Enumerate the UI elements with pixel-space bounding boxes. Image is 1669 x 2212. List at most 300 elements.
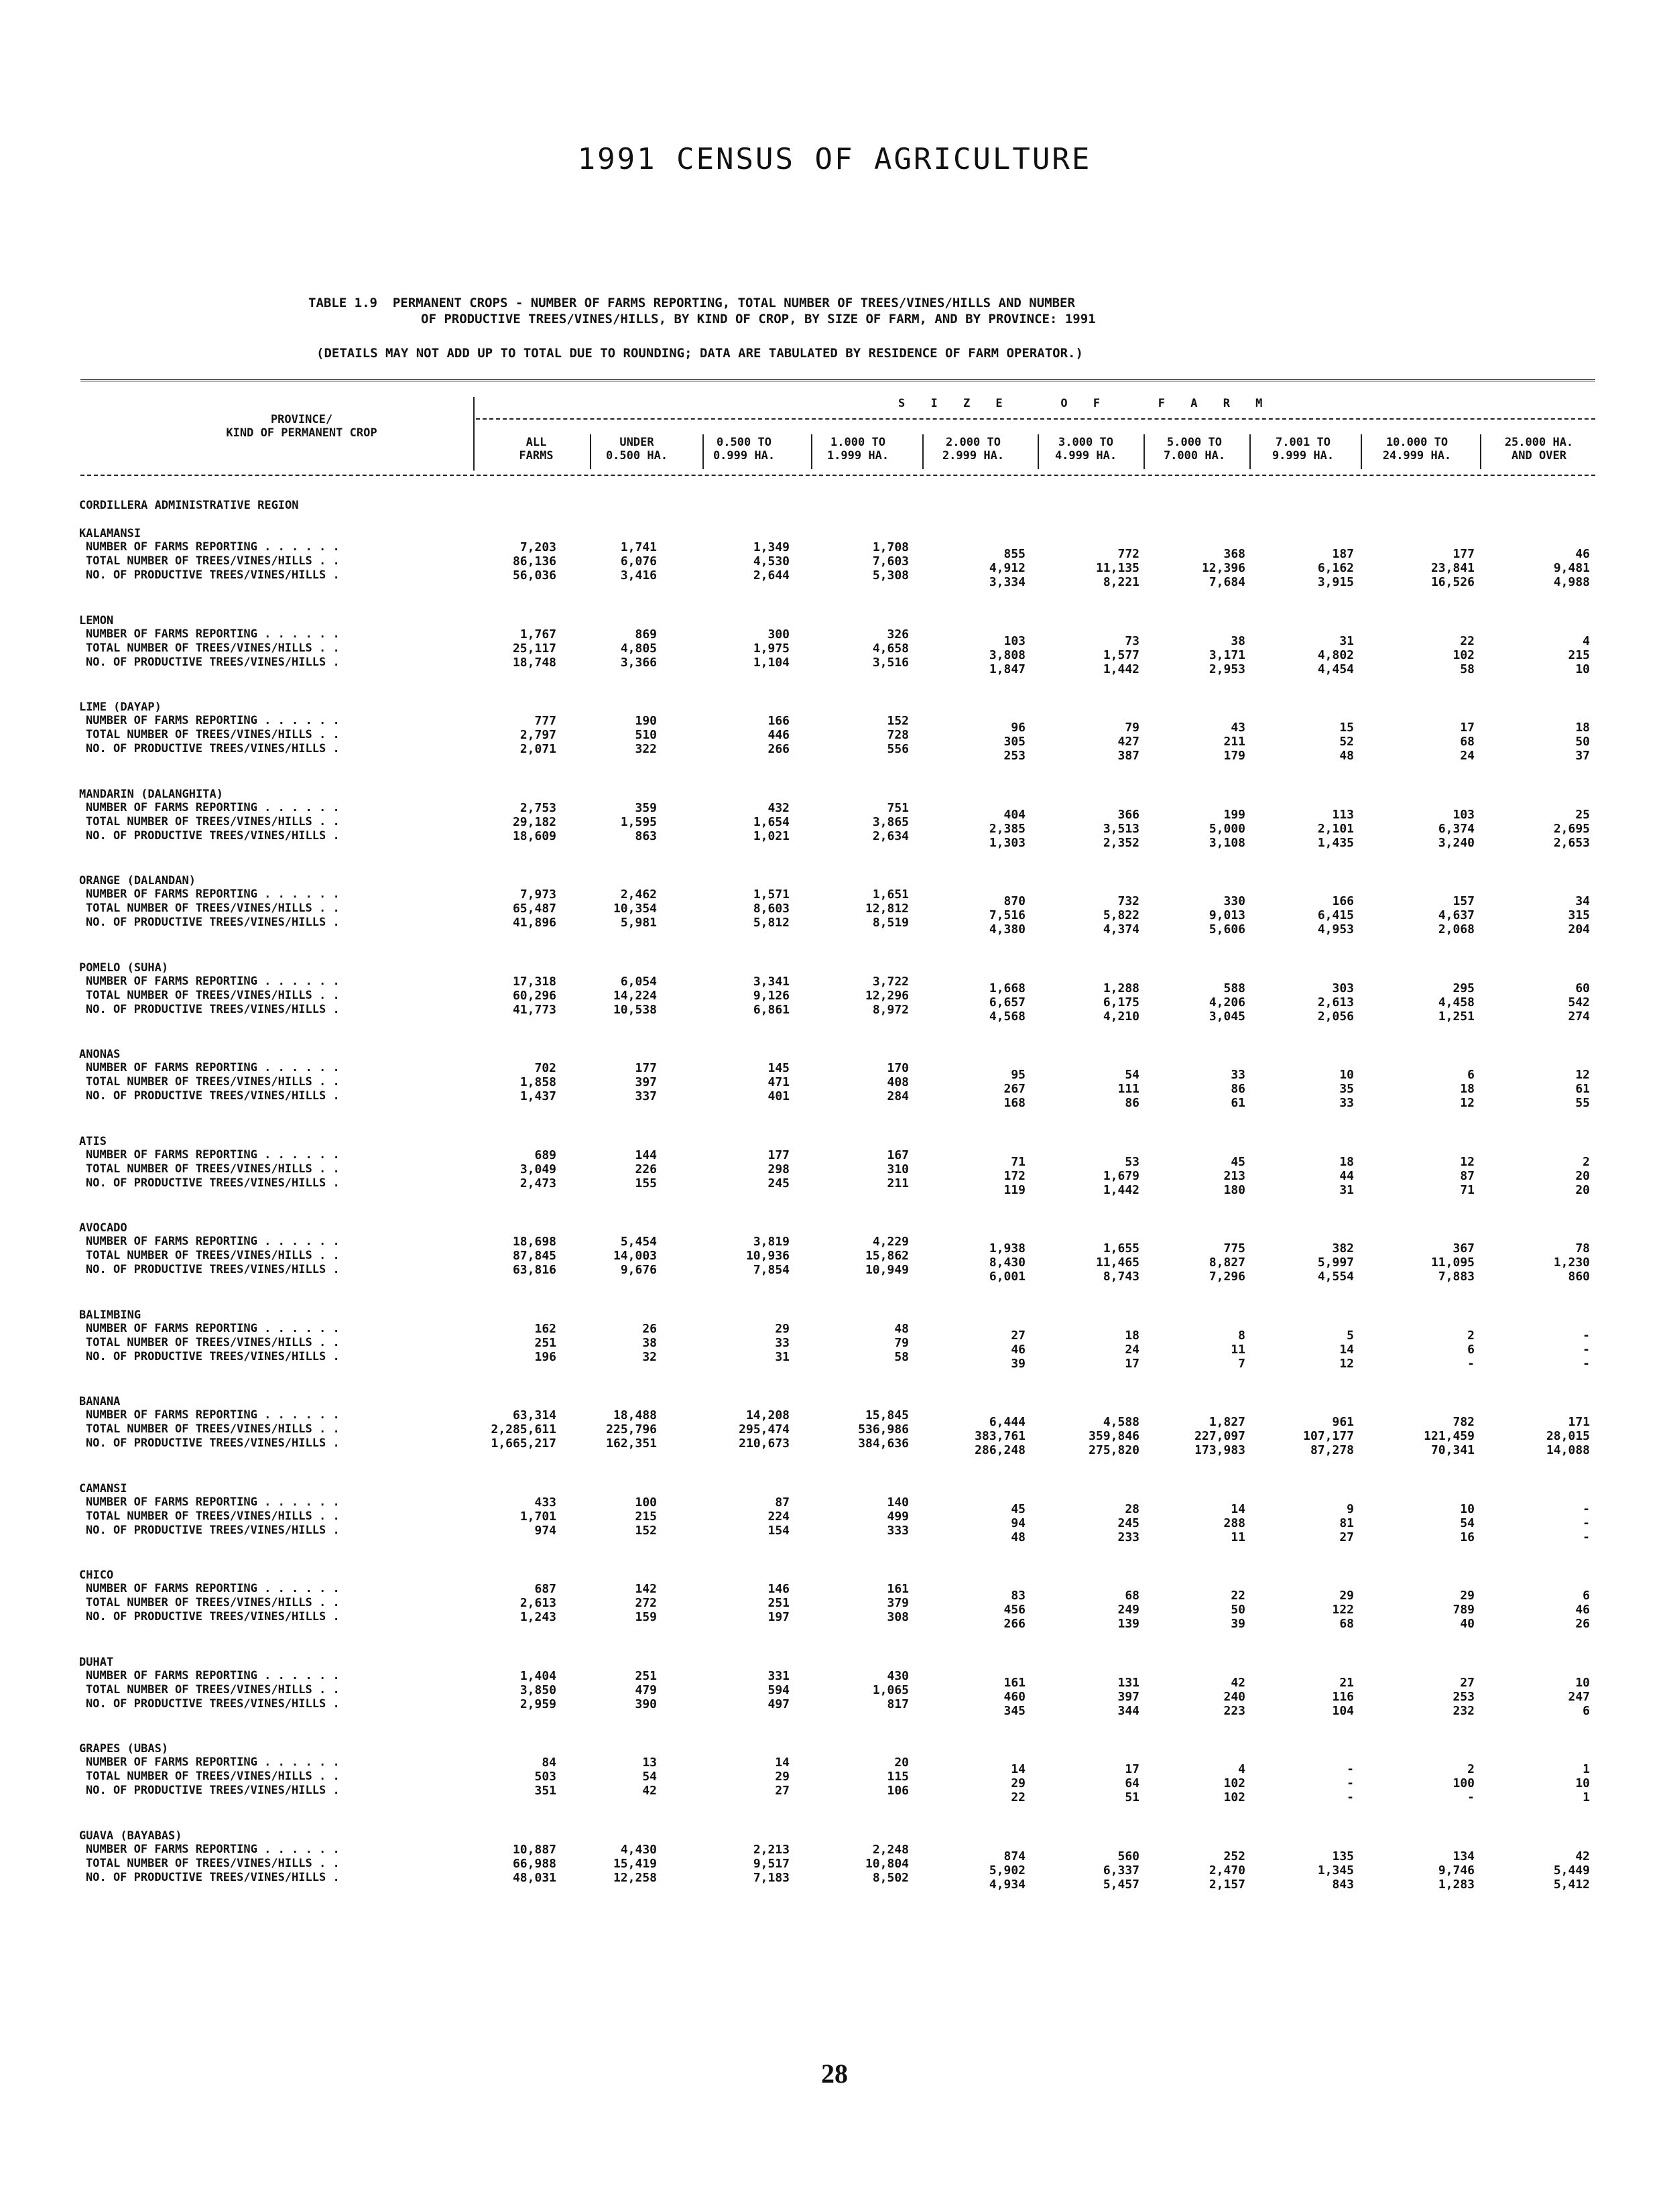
table-caption-line-2: OF PRODUCTIVE TREES/VINES/HILLS, BY KIND OF CROP, BY SIZE OF FARM, AND BY PROVINCE: 1991: [421, 312, 1096, 326]
crop-name: BANANA: [79, 1395, 121, 1408]
table-cell: 29: [775, 1321, 790, 1336]
table-cell: 119: [1003, 1182, 1026, 1197]
table-cell: 252: [1223, 1849, 1245, 1863]
table-cell: 308: [887, 1610, 909, 1624]
table-cell: 5,308: [872, 568, 909, 582]
table-cell: 215: [635, 1509, 657, 1524]
table-cell: 54: [1460, 1516, 1475, 1530]
table-cell: 5,449: [1553, 1863, 1590, 1878]
table-cell: 367: [1452, 1241, 1475, 1255]
table-cell: -: [1583, 1328, 1590, 1343]
table-cell: 29,182: [512, 814, 556, 829]
table-cell: 2,470: [1209, 1863, 1245, 1878]
table-cell: 9,517: [753, 1856, 790, 1871]
table-cell: 732: [1117, 894, 1139, 908]
table-cell: 12,258: [613, 1870, 657, 1885]
table-cell: 366: [1117, 807, 1139, 822]
table-cell: 1,303: [989, 835, 1026, 850]
table-cell: 58: [894, 1349, 909, 1364]
crop-block: [79, 1308, 1595, 1396]
table-cell: 331: [767, 1668, 790, 1683]
crop-block: [79, 788, 1595, 875]
crop-block: [79, 1135, 1595, 1222]
table-cell: 2,213: [753, 1842, 790, 1857]
row-label: TOTAL NUMBER OF TREES/VINES/HILLS . .: [86, 1075, 340, 1089]
table-cell: 7,183: [753, 1870, 790, 1885]
row-label: NO. OF PRODUCTIVE TREES/VINES/HILLS .: [86, 1523, 340, 1537]
table-cell: 6: [1467, 1342, 1475, 1357]
table-cell: 63,314: [512, 1408, 556, 1422]
table-cell: 115: [887, 1770, 909, 1784]
table-cell: 1,404: [519, 1668, 556, 1683]
table-cell: 155: [635, 1176, 657, 1190]
table-cell: 68: [1339, 1617, 1354, 1631]
table-cell: 2,462: [620, 887, 657, 902]
table-cell: 267: [1003, 1082, 1026, 1096]
table-cell: 471: [767, 1075, 790, 1089]
table-cell: 1,435: [1317, 835, 1354, 850]
crop-block: [79, 961, 1595, 1048]
table-cell: 315: [1568, 908, 1590, 922]
table-cell: 1,288: [1103, 981, 1139, 995]
column-header: 25.000 HA. AND OVER: [1504, 436, 1574, 463]
row-label: TOTAL NUMBER OF TREES/VINES/HILLS . .: [86, 988, 340, 1002]
table-cell: 13: [642, 1756, 657, 1770]
table-cell: 10,538: [613, 1002, 657, 1017]
table-cell: 4,953: [1317, 922, 1354, 936]
table-cell: 152: [887, 714, 909, 728]
row-label: NUMBER OF FARMS REPORTING . . . . . .: [86, 1061, 340, 1074]
table-cell: 18,609: [512, 828, 556, 843]
table-cell: -: [1347, 1762, 1354, 1776]
crop-name: CAMANSI: [79, 1481, 127, 1495]
table-cell: 8,430: [989, 1255, 1026, 1270]
row-label: TOTAL NUMBER OF TREES/VINES/HILLS . .: [86, 1682, 340, 1697]
table-cell: 79: [894, 1335, 909, 1350]
table-cell: 390: [635, 1697, 657, 1711]
table-cell: 33: [775, 1335, 790, 1350]
table-cell: 383,761: [975, 1429, 1026, 1443]
table-cell: 48: [894, 1321, 909, 1336]
table-cell: 11,135: [1095, 561, 1139, 575]
table-cell: 95: [1011, 1068, 1026, 1082]
table-cell: 870: [1003, 894, 1026, 908]
table-cell: 10,887: [512, 1842, 556, 1857]
table-cell: 6,415: [1317, 908, 1354, 922]
table-cell: 728: [887, 728, 909, 742]
table-cell: 18,748: [512, 655, 556, 670]
table-cell: 26: [1575, 1617, 1590, 1631]
table-cell: 247: [1568, 1689, 1590, 1704]
column-divider: [1361, 434, 1362, 469]
table-cell: 2: [1583, 1154, 1590, 1169]
table-cell: 102: [1223, 1790, 1245, 1804]
table-cell: 433: [534, 1495, 556, 1510]
table-cell: 4,430: [620, 1842, 657, 1857]
table-cell: 345: [1003, 1703, 1026, 1718]
table-cell: 1,655: [1103, 1241, 1139, 1255]
table-row: [79, 916, 1595, 936]
table-cell: 43: [1231, 721, 1245, 735]
table-cell: 7,603: [872, 554, 909, 568]
table-cell: 401: [767, 1089, 790, 1103]
table-cell: 166: [767, 714, 790, 728]
table-cell: 303: [1332, 981, 1354, 995]
row-label: TOTAL NUMBER OF TREES/VINES/HILLS . .: [86, 728, 340, 741]
crop-block: [79, 1395, 1595, 1482]
table-cell: 71: [1011, 1154, 1026, 1169]
table-cell: 10: [1339, 1068, 1354, 1082]
table-row: [79, 1610, 1595, 1631]
crop-name: CHICO: [79, 1569, 114, 1582]
table-cell: 9,746: [1438, 1863, 1475, 1878]
table-cell: 497: [767, 1697, 790, 1711]
table-cell: 2,056: [1317, 1009, 1354, 1024]
row-label: TOTAL NUMBER OF TREES/VINES/HILLS . .: [86, 1249, 340, 1262]
row-label: TOTAL NUMBER OF TREES/VINES/HILLS . .: [86, 1422, 340, 1436]
table-cell: 23,841: [1430, 561, 1475, 575]
table-cell: 3,240: [1438, 835, 1475, 850]
table-cell: 266: [1003, 1617, 1026, 1631]
table-cell: 6,054: [620, 974, 657, 989]
table-cell: 146: [767, 1582, 790, 1596]
table-cell: 20: [894, 1756, 909, 1770]
table-cell: 3,049: [519, 1162, 556, 1176]
table-row: [79, 1784, 1595, 1804]
top-rule: [80, 379, 1595, 381]
table-cell: 8,221: [1103, 575, 1139, 589]
table-cell: 6: [1467, 1068, 1475, 1082]
table-cell: 8: [1238, 1328, 1245, 1343]
table-cell: 251: [767, 1596, 790, 1610]
crop-block: [79, 700, 1595, 788]
table-cell: 29: [1460, 1589, 1475, 1603]
table-cell: 536,986: [858, 1422, 909, 1436]
table-cell: 6: [1583, 1703, 1590, 1718]
table-cell: 556: [887, 742, 909, 756]
table-cell: 29: [1011, 1776, 1026, 1790]
table-cell: -: [1583, 1501, 1590, 1516]
table-cell: 161: [887, 1582, 909, 1596]
table-cell: 1,283: [1438, 1877, 1475, 1892]
table-cell: 102: [1452, 648, 1475, 662]
table-cell: 4,454: [1317, 662, 1354, 676]
table-cell: 2,248: [872, 1842, 909, 1857]
table-cell: 751: [887, 800, 909, 815]
table-cell: 45: [1231, 1154, 1245, 1169]
table-row: [79, 1176, 1595, 1197]
crop-block: [79, 874, 1595, 961]
table-cell: 55: [1575, 1096, 1590, 1110]
table-cell: 3,819: [753, 1235, 790, 1249]
table-cell: 22: [1011, 1790, 1026, 1804]
table-cell: 42: [1231, 1675, 1245, 1690]
table-cell: 10: [1575, 662, 1590, 676]
table-cell: -: [1583, 1530, 1590, 1544]
table-cell: 432: [767, 800, 790, 815]
table-cell: 166: [1332, 894, 1354, 908]
table-cell: 298: [767, 1162, 790, 1176]
table-cell: 4,554: [1317, 1270, 1354, 1284]
size-heading-rule: [476, 418, 1595, 420]
table-cell: 1,595: [620, 814, 657, 829]
table-row: [79, 1235, 1595, 1255]
table-cell: 52: [1339, 735, 1354, 749]
table-cell: 351: [534, 1784, 556, 1798]
crop-name: LIME (DAYAP): [79, 700, 162, 714]
table-cell: 272: [635, 1596, 657, 1610]
column-header: 5.000 TO 7.000 HA.: [1163, 436, 1226, 463]
table-cell: -: [1467, 1356, 1475, 1371]
table-cell: 17: [1125, 1356, 1139, 1371]
table-cell: 427: [1117, 735, 1139, 749]
table-cell: 11,465: [1095, 1255, 1139, 1270]
table-cell: 180: [1223, 1182, 1245, 1197]
page-title: 1991 CENSUS OF AGRICULTURE: [577, 142, 1092, 176]
table-cell: 113: [1332, 807, 1354, 822]
table-cell: 35: [1339, 1082, 1354, 1096]
crop-name: BALIMBING: [79, 1308, 141, 1322]
table-cell: 337: [635, 1089, 657, 1103]
table-cell: 154: [767, 1523, 790, 1538]
table-cell: 6,337: [1103, 1863, 1139, 1878]
table-cell: 3,416: [620, 568, 657, 582]
table-cell: 16,526: [1430, 575, 1475, 589]
column-divider: [1480, 434, 1481, 469]
table-cell: 6,175: [1103, 995, 1139, 1009]
table-cell: 38: [1231, 633, 1245, 648]
row-label: NUMBER OF FARMS REPORTING . . . . . .: [86, 1495, 340, 1509]
table-cell: 5: [1347, 1328, 1354, 1343]
table-cell: 39: [1011, 1356, 1026, 1371]
row-label: NO. OF PRODUCTIVE TREES/VINES/HILLS .: [86, 1002, 340, 1016]
table-cell: 4,912: [989, 561, 1026, 575]
table-cell: 224: [767, 1509, 790, 1524]
table-cell: 245: [1117, 1516, 1139, 1530]
table-cell: 4,210: [1103, 1009, 1139, 1024]
table-cell: 1,741: [620, 540, 657, 554]
table-cell: 81: [1339, 1516, 1354, 1530]
table-cell: 233: [1117, 1530, 1139, 1544]
table-cell: 32: [642, 1349, 657, 1364]
table-cell: -: [1347, 1776, 1354, 1790]
table-cell: 45: [1011, 1501, 1026, 1516]
table-cell: 84: [542, 1756, 556, 1770]
table-cell: 2,157: [1209, 1877, 1245, 1892]
table-cell: 102: [1223, 1776, 1245, 1790]
row-label: TOTAL NUMBER OF TREES/VINES/HILLS . .: [86, 1335, 340, 1349]
row-label: NUMBER OF FARMS REPORTING . . . . . .: [86, 540, 340, 554]
row-label: NUMBER OF FARMS REPORTING . . . . . .: [86, 1321, 340, 1335]
table-cell: 1,251: [1438, 1009, 1475, 1024]
crop-name: ANONAS: [79, 1048, 121, 1061]
table-cell: 25: [1575, 807, 1590, 822]
table-cell: 53: [1125, 1154, 1139, 1169]
table-cell: 387: [1117, 749, 1139, 763]
table-cell: 44: [1339, 1168, 1354, 1183]
table-cell: 326: [887, 627, 909, 641]
table-cell: 162: [534, 1321, 556, 1336]
table-cell: 104: [1332, 1703, 1354, 1718]
table-row: [79, 568, 1595, 589]
table-cell: 168: [1003, 1096, 1026, 1110]
table-cell: 6,001: [989, 1270, 1026, 1284]
column-divider: [811, 434, 812, 469]
table-cell: 86,136: [512, 554, 556, 568]
crop-block: [79, 1569, 1595, 1656]
table-cell: 8,502: [872, 1870, 909, 1885]
table-cell: 31: [1339, 1182, 1354, 1197]
table-cell: 12,812: [865, 902, 909, 916]
table-cell: 46: [1011, 1342, 1026, 1357]
table-cell: 10: [1575, 1776, 1590, 1790]
crop-name: POMELO (SUHA): [79, 961, 169, 975]
table-cell: 27: [775, 1784, 790, 1798]
table-cell: 14: [775, 1756, 790, 1770]
table-cell: 12: [1339, 1356, 1354, 1371]
crop-name: MANDARIN (DALANGHITA): [79, 787, 223, 801]
table-cell: 152: [635, 1523, 657, 1538]
table-row: [79, 1697, 1595, 1718]
table-cell: 5,606: [1209, 922, 1245, 936]
table-cell: 359,846: [1089, 1429, 1139, 1443]
column-header: ALL FARMS: [519, 436, 554, 463]
column-header: 3.000 TO 4.999 HA.: [1054, 436, 1117, 463]
table-cell: 111: [1117, 1082, 1139, 1096]
table-cell: 4,802: [1317, 648, 1354, 662]
table-cell: 2,613: [519, 1596, 556, 1610]
table-cell: 14,208: [745, 1408, 790, 1422]
table-cell: 1,349: [753, 540, 790, 554]
table-cell: 6,657: [989, 995, 1026, 1009]
table-row: [79, 902, 1595, 922]
table-cell: 2,613: [1317, 995, 1354, 1009]
row-label: NUMBER OF FARMS REPORTING . . . . . .: [86, 1842, 340, 1856]
table-cell: 27: [1460, 1675, 1475, 1690]
crop-name: DUHAT: [79, 1655, 114, 1669]
table-cell: 68: [1125, 1589, 1139, 1603]
table-cell: 86: [1231, 1082, 1245, 1096]
table-cell: 64: [1125, 1776, 1139, 1790]
table-cell: 10,804: [865, 1856, 909, 1871]
table-cell: 60: [1575, 981, 1590, 995]
table-cell: 10,354: [613, 902, 657, 916]
table-cell: 333: [887, 1523, 909, 1538]
column-header: UNDER 0.500 HA.: [605, 436, 668, 463]
table-cell: 266: [767, 742, 790, 756]
table-cell: 344: [1117, 1703, 1139, 1718]
table-cell: -: [1583, 1516, 1590, 1530]
row-label: TOTAL NUMBER OF TREES/VINES/HILLS . .: [86, 1596, 340, 1609]
table-cell: 1,651: [872, 887, 909, 902]
table-cell: 3,516: [872, 655, 909, 670]
table-cell: 240: [1223, 1689, 1245, 1704]
table-cell: 18: [1575, 721, 1590, 735]
table-cell: 275,820: [1089, 1443, 1139, 1457]
table-cell: 2: [1467, 1328, 1475, 1343]
table-cell: 25,117: [512, 641, 556, 656]
table-cell: 2,653: [1553, 835, 1590, 850]
column-header: 2.000 TO 2.999 HA.: [942, 436, 1005, 463]
table-cell: 11: [1231, 1342, 1245, 1357]
table-cell: 4,637: [1438, 908, 1475, 922]
table-cell: 869: [635, 627, 657, 641]
table-cell: 7,684: [1209, 575, 1245, 589]
table-cell: 689: [534, 1148, 556, 1162]
crop-name: ORANGE (DALANDAN): [79, 874, 196, 887]
row-label: NUMBER OF FARMS REPORTING . . . . . .: [86, 974, 340, 988]
table-cell: 177: [767, 1148, 790, 1162]
table-cell: 17: [1125, 1762, 1139, 1776]
table-cell: 8,827: [1209, 1255, 1245, 1270]
table-cell: 15,862: [865, 1249, 909, 1263]
table-cell: 772: [1117, 547, 1139, 561]
table-cell: 974: [534, 1523, 556, 1538]
table-cell: 1,938: [989, 1241, 1026, 1255]
table-cell: 2,797: [519, 728, 556, 742]
table-cell: 12,396: [1201, 561, 1245, 575]
table-cell: 66,988: [512, 1856, 556, 1871]
table-cell: 843: [1332, 1877, 1354, 1892]
table-cell: 196: [534, 1349, 556, 1364]
table-cell: 103: [1452, 807, 1475, 822]
table-cell: 204: [1568, 922, 1590, 936]
table-cell: 31: [775, 1349, 790, 1364]
table-cell: 211: [887, 1176, 909, 1190]
crop-table: [79, 527, 1595, 1916]
crop-block: [79, 527, 1595, 614]
table-cell: 1,767: [519, 627, 556, 641]
table-cell: 251: [534, 1335, 556, 1350]
table-cell: 190: [635, 714, 657, 728]
table-cell: 777: [534, 714, 556, 728]
table-cell: 1,975: [753, 641, 790, 656]
stub-divider: [473, 397, 475, 471]
table-cell: 10: [1460, 1501, 1475, 1516]
table-cell: 60,296: [512, 988, 556, 1003]
table-cell: 3,850: [519, 1682, 556, 1697]
table-cell: 300: [767, 627, 790, 641]
table-cell: 54: [1125, 1068, 1139, 1082]
table-cell: 1,701: [519, 1509, 556, 1524]
table-cell: 860: [1568, 1270, 1590, 1284]
table-cell: 702: [534, 1061, 556, 1075]
table-cell: 9: [1347, 1501, 1354, 1516]
table-cell: -: [1583, 1342, 1590, 1357]
table-cell: 135: [1332, 1849, 1354, 1863]
table-cell: 379: [887, 1596, 909, 1610]
table-cell: 3,366: [620, 655, 657, 670]
table-cell: 9,126: [753, 988, 790, 1003]
table-cell: 1,437: [519, 1089, 556, 1103]
table-cell: 15,419: [613, 1856, 657, 1871]
size-of-farm-heading: S I Z E O F F A R M: [898, 397, 1272, 410]
table-cell: 29: [1339, 1589, 1354, 1603]
table-cell: 70,341: [1430, 1443, 1475, 1457]
table-cell: 50: [1231, 1603, 1245, 1617]
table-cell: 310: [887, 1162, 909, 1176]
table-cell: 789: [1452, 1603, 1475, 1617]
crop-name: LEMON: [79, 613, 114, 627]
table-cell: 197: [767, 1610, 790, 1624]
table-cell: 295,474: [739, 1422, 790, 1436]
table-cell: 274: [1568, 1009, 1590, 1024]
table-cell: 855: [1003, 547, 1026, 561]
table-cell: 3,808: [989, 648, 1026, 662]
table-cell: 78: [1575, 1241, 1590, 1255]
row-label: NO. OF PRODUCTIVE TREES/VINES/HILLS .: [86, 1436, 340, 1450]
table-cell: 107,177: [1303, 1429, 1354, 1443]
